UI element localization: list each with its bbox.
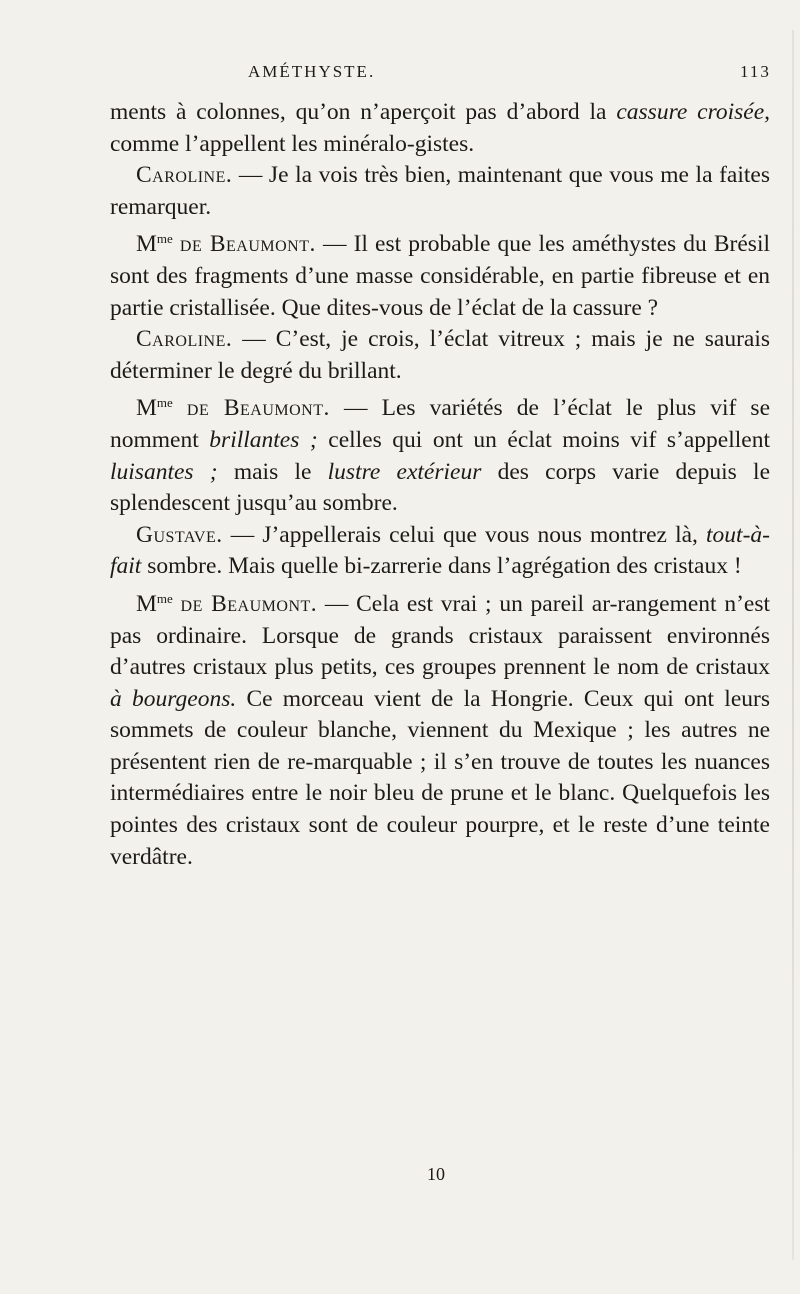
running-head xyxy=(0,62,800,88)
speaker-label: de Beaumont. xyxy=(179,231,316,258)
paragraph xyxy=(110,97,770,160)
text-run: — Les variétés de l’éclat le plus vif se nomment xyxy=(110,395,771,453)
page-edge-shadow xyxy=(792,30,794,1260)
running-title: AMÉTHYSTE. xyxy=(248,62,376,81)
speaker-label: Caroline. xyxy=(136,326,233,353)
speaker-title: M xyxy=(136,590,157,617)
speaker-title-superscript: me xyxy=(156,395,173,411)
speaker-name xyxy=(136,522,223,548)
italic-term: à bourgeons. xyxy=(110,685,237,712)
text-run: — C’est, je crois, l’éclat vitreux ; mais je ne saurais déterminer le degré du brillant. xyxy=(110,326,770,384)
text-run: ments à colonnes, qu’on n’aperçoit pas d’abord la xyxy=(110,99,617,125)
speaker-name xyxy=(136,231,316,257)
speaker-name xyxy=(136,395,330,421)
speaker-name xyxy=(136,326,232,352)
italic-term: luisantes ; xyxy=(110,458,218,485)
paragraph xyxy=(110,324,770,387)
text-run: — Je la vois très bien, maintenant que vous me la faites remarquer. xyxy=(110,162,770,220)
text-run: mais le xyxy=(217,458,328,485)
speaker-title: M xyxy=(136,231,157,258)
body-text xyxy=(110,97,770,873)
text-run: sombre. Mais quelle bi-zarrerie dans l’agrégation des cristaux ! xyxy=(141,553,742,580)
speaker-title: M xyxy=(136,395,157,422)
italic-term: brillantes ; xyxy=(209,426,318,453)
italic-term: lustre extérieur xyxy=(327,458,482,485)
speaker-label: de Beaumont. xyxy=(180,590,318,617)
paragraph xyxy=(110,160,770,223)
speaker-name xyxy=(136,162,232,188)
paragraph xyxy=(110,583,770,873)
speaker-label: Gustave. xyxy=(136,521,223,548)
text-run: — J’appellerais celui que vous nous montrez là, xyxy=(222,521,707,548)
text-run: — Cela est vrai ; un pareil ar-rangement n’est pas ordinaire. Lorsque de grands cristaux paraissent environnés d’autres cristaux plus petits, ces groupes prennent le nom de cristaux xyxy=(110,590,770,681)
text-run: des corps varie depuis le splendescent jusqu’au sombre. xyxy=(110,458,771,517)
paragraph xyxy=(110,520,770,583)
speaker-name xyxy=(136,591,317,617)
italic-term: cassure croisée, xyxy=(616,99,770,125)
speaker-label: Caroline. xyxy=(136,162,233,189)
signature-mark: 10 xyxy=(427,1164,445,1184)
text-run: celles qui ont un éclat moins vif s’appellent xyxy=(317,426,770,453)
speaker-title-superscript: me xyxy=(156,231,173,247)
text-run: Ce morceau vient de la Hongrie. Ceux qui ont leurs sommets de couleur blanche, viennent du Mexique ; les autres ne présentent rien de re-marquable ; il s’en trouve de toutes les nuances intermédiaires entre le noir bleu de prune et le blanc. Quelquefois les pointes des cristaux sont de couleur pourpre, et le reste d’une teinte verdâtre. xyxy=(110,685,770,870)
paragraph xyxy=(110,223,770,324)
text-run: — Il est probable que les améthystes du Brésil sont des fragments d’une masse considérable, en partie fibreuse et en partie cristallisée. Que dites-vous de l’éclat de la cassure ? xyxy=(110,231,771,321)
speaker-title-superscript: me xyxy=(156,590,173,606)
text-run: comme l’appellent les minéralo-gistes. xyxy=(110,130,475,157)
page-number: 113 xyxy=(740,62,771,81)
paragraph xyxy=(110,387,770,519)
speaker-label: de Beaumont. xyxy=(186,395,330,422)
italic-term: tout-à-fait xyxy=(110,521,770,580)
